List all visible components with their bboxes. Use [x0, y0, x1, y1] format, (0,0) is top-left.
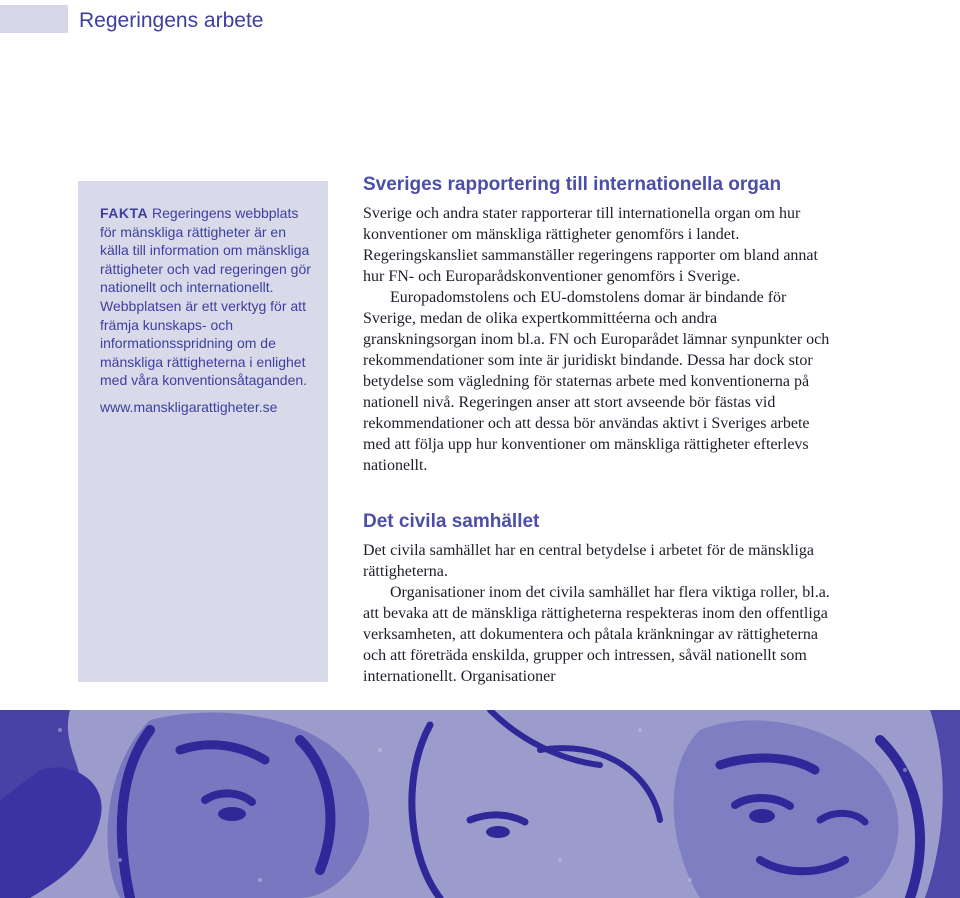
page-header-title: Regeringens arbete	[79, 9, 264, 32]
section-reporting	[363, 174, 833, 476]
section-reporting-title: Sveriges rapportering till internationella organ	[363, 174, 782, 195]
section-reporting-paragraph-1: Sverige och andra stater rapporterar till internationella organ om hur konventioner om mänskliga rättigheter genomförs i landet. Regeringskansliet sammanställer regeringens rapporter om bland annat hur FN- och Europarådskonventioner genomförs i Sverige.	[363, 205, 818, 285]
faces-artwork-illustration	[0, 710, 960, 898]
section-civil-society	[363, 511, 833, 687]
fact-box	[78, 181, 328, 682]
section-civil-society-paragraph-1: Det civila samhället har en central betydelse i arbetet för de mänskliga rättigheterna.	[363, 542, 814, 580]
fact-label: FAKTA	[100, 205, 149, 221]
section-civil-society-title: Det civila samhället	[363, 511, 540, 532]
header-color-block	[0, 5, 68, 33]
faces-artwork-image	[0, 710, 960, 898]
section-reporting-paragraph-2: Europadomstolens och EU-domstolens domar är bindande för Sverige, medan de olika expertkommittéerna och andra granskningsorgan inom bl.a. FN och Europarådet lämnar synpunkter och rekommendationer som inte är juridiskt bindande. Dessa har dock stor betydelse som vägledning för staternas arbete med konventionerna på nationell nivå. Regeringen anser att stort avseende bör fästas vid rekommendationer och att dessa bör användas aktivt i Sveriges arbete med att följa upp hur konventioner om mänskliga rättigheter efterlevs nationellt.	[363, 289, 830, 474]
section-civil-society-paragraph-2: Organisationer inom det civila samhället har flera viktiga roller, bl.a. att bevaka att de mänskliga rättigheterna respekteras inom den offentliga verksamheten, att dokumentera och påtala kränkningar av rättigheterna och att företräda enskilda, grupper och intressen, såväl nationellt som internationellt. Organisationer	[363, 584, 830, 685]
fact-text: Regeringens webbplats för mänskliga rättigheter är en källa till information om mänskliga rättigheter och vad regeringen gör nationellt och internationellt. Webbplatsen är ett verktyg för att främja kunskaps- och informationsspridning om de mänskliga rättigheterna i enlighet med våra konventionsåtaganden.	[100, 205, 311, 389]
website-link[interactable]: www.manskligarattigheter.se	[100, 398, 278, 415]
fact-box-body	[100, 204, 318, 390]
